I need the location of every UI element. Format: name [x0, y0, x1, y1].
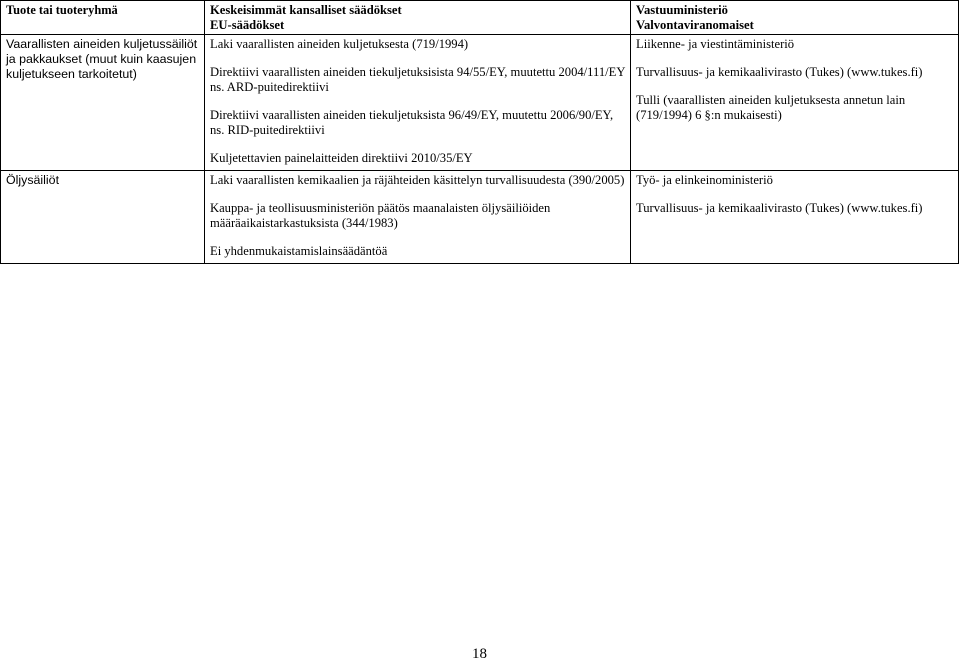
authority-item: Liikenne- ja viestintäministeriö: [636, 37, 795, 51]
header-national-regulations: Keskeisimmät kansalliset säädökset: [210, 3, 402, 17]
regulations-table: [0, 0, 959, 264]
header-product: Tuote tai tuoteryhmä: [1, 1, 205, 35]
table-row: [1, 171, 959, 264]
regulations-cell: [205, 35, 631, 171]
header-eu-regulations: EU-säädökset: [210, 18, 285, 32]
authority-item: Turvallisuus- ja kemikaalivirasto (Tukes) (www.tukes.fi): [636, 201, 923, 215]
regulation-item: Ei yhdenmukaistamislainsäädäntöä: [210, 244, 388, 258]
header-regulations: [205, 1, 631, 35]
product-cell: Öljysäiliöt: [1, 171, 205, 264]
authorities-cell: [631, 171, 959, 264]
regulation-item: Kauppa- ja teollisuusministeriön päätös maanalaisten öljysäiliöiden määräaikaistarkastuksista (344/1983): [210, 201, 551, 230]
regulation-item: Direktiivi vaarallisten aineiden tiekuljetuksista 96/49/EY, muutettu 2006/90/EY, ns. RID-puitedirektiivi: [210, 108, 614, 137]
authority-item: Työ- ja elinkeinoministeriö: [636, 173, 773, 187]
authority-item: Tulli (vaarallisten aineiden kuljetuksesta annetun lain (719/1994) 6 §:n mukaisesti): [636, 93, 906, 122]
header-authorities: [631, 1, 959, 35]
header-supervisory-authority: Valvontaviranomaiset: [636, 18, 754, 32]
regulation-item: Direktiivi vaarallisten aineiden tiekuljetuksisista 94/55/EY, muutettu 2004/111/EY ns. ARD-puitedirektiivi: [210, 65, 625, 94]
regulation-item: Laki vaarallisten kemikaalien ja räjähteiden käsittelyn turvallisuudesta (390/2005): [210, 173, 625, 187]
authority-item: Turvallisuus- ja kemikaalivirasto (Tukes) (www.tukes.fi): [636, 65, 923, 79]
regulation-item: Laki vaarallisten aineiden kuljetuksesta (719/1994): [210, 37, 469, 51]
header-row: [1, 1, 959, 35]
header-ministry: Vastuuministeriö: [636, 3, 728, 17]
page-number: 18: [472, 646, 487, 662]
regulation-item: Kuljetettavien painelaitteiden direktiivi 2010/35/EY: [210, 151, 473, 165]
authorities-cell: [631, 35, 959, 171]
product-cell: Vaarallisten aineiden kuljetussäiliöt ja pakkaukset (muut kuin kaasujen kuljetukseen tarkoitetut): [1, 35, 205, 171]
table-row: [1, 35, 959, 171]
regulations-cell: [205, 171, 631, 264]
